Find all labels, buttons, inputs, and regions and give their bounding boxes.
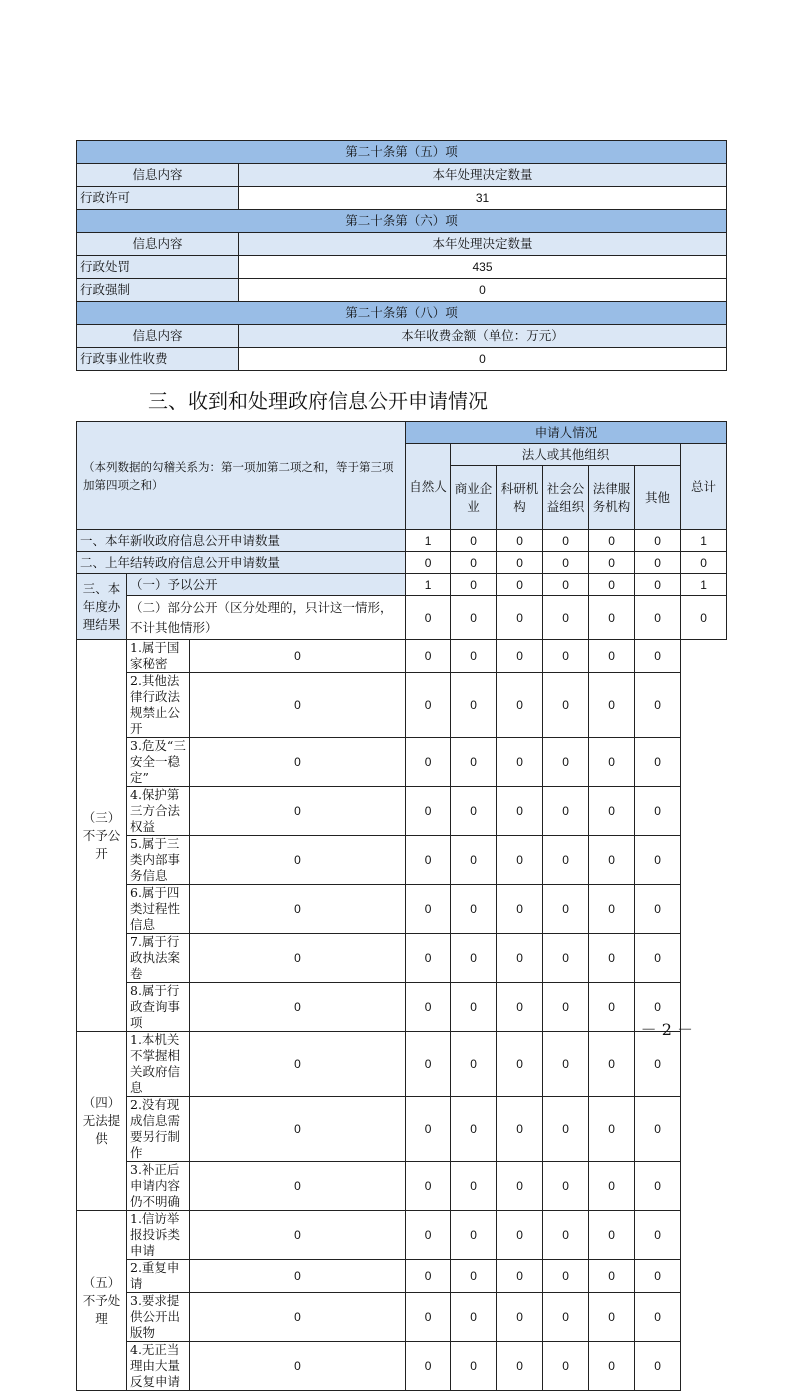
requests-table bbox=[76, 421, 727, 1391]
cell-value: 0 bbox=[190, 836, 406, 885]
row-label: 3.危及“三安全一稳定” bbox=[127, 738, 190, 787]
group-label: （三）不予公开 bbox=[77, 640, 127, 1032]
table-row bbox=[77, 1342, 727, 1391]
cell-value: 0 bbox=[451, 552, 497, 574]
cell-value: 0 bbox=[497, 983, 543, 1032]
cell-value: 0 bbox=[543, 983, 589, 1032]
cell-value: 0 bbox=[406, 934, 451, 983]
cell-value: 0 bbox=[543, 673, 589, 738]
section-title: 第二十条第（六）项 bbox=[77, 210, 727, 233]
cell-value: 0 bbox=[635, 1162, 681, 1211]
column-header: 信息内容 bbox=[77, 164, 239, 187]
cell-value: 0 bbox=[543, 1342, 589, 1391]
cell-value: 0 bbox=[190, 787, 406, 836]
cell-value: 0 bbox=[406, 787, 451, 836]
table-row bbox=[77, 1260, 727, 1293]
row-value: 31 bbox=[239, 187, 727, 210]
cell-value: 0 bbox=[589, 836, 635, 885]
cell-value: 0 bbox=[406, 673, 451, 738]
cell-value: 0 bbox=[635, 787, 681, 836]
cell-value: 0 bbox=[589, 1260, 635, 1293]
cell-value: 0 bbox=[451, 530, 497, 552]
cell-value: 0 bbox=[543, 1293, 589, 1342]
cell-value: 0 bbox=[543, 787, 589, 836]
cell-value: 0 bbox=[635, 1342, 681, 1391]
cell-value: 0 bbox=[451, 1342, 497, 1391]
cell-value: 0 bbox=[406, 1342, 451, 1391]
cell-value: 0 bbox=[589, 738, 635, 787]
row-label: 二、上年结转政府信息公开申请数量 bbox=[77, 552, 406, 574]
cell-value: 0 bbox=[497, 1211, 543, 1260]
cell-value: 0 bbox=[635, 596, 681, 640]
cell-value: 0 bbox=[190, 640, 406, 673]
cell-value: 0 bbox=[406, 1211, 451, 1260]
table-row bbox=[77, 256, 727, 279]
cell-value: 0 bbox=[497, 885, 543, 934]
column-header: 本年处理决定数量 bbox=[239, 164, 727, 187]
cell-value: 0 bbox=[589, 530, 635, 552]
cell-value: 0 bbox=[589, 934, 635, 983]
cell-value: 0 bbox=[497, 934, 543, 983]
article20-table bbox=[76, 140, 727, 371]
row-value: 0 bbox=[239, 348, 727, 371]
cell-value: 0 bbox=[497, 1293, 543, 1342]
not-processed-group bbox=[77, 1211, 727, 1391]
cell-value: 0 bbox=[543, 530, 589, 552]
cell-value: 0 bbox=[451, 596, 497, 640]
cell-value: 0 bbox=[451, 1293, 497, 1342]
cell-value: 0 bbox=[589, 673, 635, 738]
cell-value: 0 bbox=[589, 552, 635, 574]
row-label: 行政事业性收费 bbox=[77, 348, 239, 371]
row-label: 1.属于国家秘密 bbox=[127, 640, 190, 673]
row-label: 1.信访举报投诉类申请 bbox=[127, 1211, 190, 1260]
row-label: 5.属于三类内部事务信息 bbox=[127, 836, 190, 885]
column-header: 其他 bbox=[635, 466, 681, 530]
table-row bbox=[77, 1211, 727, 1260]
table-row bbox=[77, 187, 727, 210]
cell-value: 1 bbox=[681, 574, 727, 596]
cell-value: 0 bbox=[543, 836, 589, 885]
cell-value: 0 bbox=[635, 934, 681, 983]
cell-value: 0 bbox=[451, 574, 497, 596]
table-row bbox=[77, 885, 727, 934]
table-row bbox=[77, 1032, 727, 1097]
cell-value: 0 bbox=[543, 552, 589, 574]
cell-value: 0 bbox=[451, 738, 497, 787]
cell-value: 0 bbox=[190, 1032, 406, 1097]
cell-value: 0 bbox=[451, 983, 497, 1032]
table-row bbox=[77, 738, 727, 787]
row-value: 435 bbox=[239, 256, 727, 279]
cell-value: 0 bbox=[497, 836, 543, 885]
cell-value: 0 bbox=[635, 1211, 681, 1260]
cell-value: 0 bbox=[451, 640, 497, 673]
cell-value: 0 bbox=[543, 934, 589, 983]
cell-value: 0 bbox=[681, 596, 727, 640]
cell-value: 0 bbox=[635, 885, 681, 934]
table-row bbox=[77, 348, 727, 371]
cell-value: 0 bbox=[406, 983, 451, 1032]
table-row bbox=[77, 574, 727, 596]
cell-value: 0 bbox=[190, 885, 406, 934]
row-label: 4.保护第三方合法权益 bbox=[127, 787, 190, 836]
cell-value: 0 bbox=[589, 885, 635, 934]
table-row bbox=[77, 279, 727, 302]
cell-value: 0 bbox=[635, 983, 681, 1032]
column-header: 本年处理决定数量 bbox=[239, 233, 727, 256]
row-label: 4.无正当理由大量反复申请 bbox=[127, 1342, 190, 1391]
row-label: 2.没有现成信息需要另行制作 bbox=[127, 1097, 190, 1162]
cell-value: 0 bbox=[589, 596, 635, 640]
table-row bbox=[77, 530, 727, 552]
cell-value: 0 bbox=[190, 673, 406, 738]
row-label: 7.属于行政执法案卷 bbox=[127, 934, 190, 983]
column-header: 法律服务机构 bbox=[589, 466, 635, 530]
cell-value: 0 bbox=[497, 787, 543, 836]
cell-value: 0 bbox=[589, 1032, 635, 1097]
section-title: 第二十条第（八）项 bbox=[77, 302, 727, 325]
cell-value: 0 bbox=[681, 552, 727, 574]
table-row bbox=[77, 1293, 727, 1342]
cell-value: 0 bbox=[406, 1032, 451, 1097]
cell-value: 0 bbox=[451, 1097, 497, 1162]
column-header: 信息内容 bbox=[77, 233, 239, 256]
column-header: 社会公益组织 bbox=[543, 466, 589, 530]
cell-value: 0 bbox=[406, 1293, 451, 1342]
cell-value: 0 bbox=[589, 787, 635, 836]
cell-value: 0 bbox=[589, 1293, 635, 1342]
cell-value: 0 bbox=[543, 885, 589, 934]
cell-value: 0 bbox=[190, 934, 406, 983]
cell-value: 0 bbox=[635, 738, 681, 787]
cell-value: 0 bbox=[406, 836, 451, 885]
cell-value: 0 bbox=[543, 738, 589, 787]
cell-value: 1 bbox=[681, 530, 727, 552]
table-row bbox=[77, 983, 727, 1032]
cell-value: 0 bbox=[190, 1293, 406, 1342]
cell-value: 1 bbox=[406, 574, 451, 596]
cell-value: 0 bbox=[406, 885, 451, 934]
cell-value: 0 bbox=[635, 1260, 681, 1293]
cell-value: 0 bbox=[543, 1097, 589, 1162]
cell-value: 0 bbox=[543, 574, 589, 596]
cell-value: 0 bbox=[406, 1097, 451, 1162]
cell-value: 0 bbox=[543, 1162, 589, 1211]
cell-value: 0 bbox=[589, 640, 635, 673]
table-row bbox=[77, 596, 727, 640]
cell-value: 0 bbox=[635, 530, 681, 552]
column-header: 本年收费金额（单位：万元） bbox=[239, 325, 727, 348]
cell-value: 0 bbox=[589, 1097, 635, 1162]
column-header: 商业企业 bbox=[451, 466, 497, 530]
results-group-label: 三、本年度办理结果 bbox=[77, 574, 127, 640]
row-label: 6.属于四类过程性信息 bbox=[127, 885, 190, 934]
cell-value: 0 bbox=[635, 673, 681, 738]
cell-value: 0 bbox=[451, 885, 497, 934]
table-row bbox=[77, 1162, 727, 1211]
cell-value: 0 bbox=[635, 1032, 681, 1097]
unable-to-provide-group bbox=[77, 1032, 727, 1211]
not-disclosed-group bbox=[77, 640, 727, 1032]
cell-value: 0 bbox=[190, 1342, 406, 1391]
cell-value: 0 bbox=[406, 552, 451, 574]
cell-value: 0 bbox=[589, 1211, 635, 1260]
table-row bbox=[77, 673, 727, 738]
cell-value: 0 bbox=[589, 1342, 635, 1391]
row-label: 行政许可 bbox=[77, 187, 239, 210]
cell-value: 0 bbox=[451, 787, 497, 836]
row-label: （二）部分公开（区分处理的，只计这一情形，不计其他情形） bbox=[127, 596, 406, 640]
cell-value: 0 bbox=[451, 1211, 497, 1260]
table-row bbox=[77, 640, 727, 673]
cell-value: 1 bbox=[406, 530, 451, 552]
cell-value: 0 bbox=[451, 1260, 497, 1293]
cell-value: 0 bbox=[406, 1162, 451, 1211]
row-label: 行政处罚 bbox=[77, 256, 239, 279]
cell-value: 0 bbox=[635, 552, 681, 574]
cell-value: 0 bbox=[635, 1097, 681, 1162]
cell-value: 0 bbox=[497, 673, 543, 738]
cell-value: 0 bbox=[406, 738, 451, 787]
cell-value: 0 bbox=[497, 596, 543, 640]
cell-value: 0 bbox=[497, 1097, 543, 1162]
page-number: － 2 － bbox=[640, 1020, 693, 1039]
cell-value: 0 bbox=[543, 1211, 589, 1260]
cell-value: 0 bbox=[635, 640, 681, 673]
cell-value: 0 bbox=[190, 1097, 406, 1162]
cell-value: 0 bbox=[497, 738, 543, 787]
section-heading: 三、收到和处理政府信息公开申请情况 bbox=[148, 389, 488, 413]
cell-value: 0 bbox=[190, 738, 406, 787]
cell-value: 0 bbox=[451, 673, 497, 738]
cell-value: 0 bbox=[497, 1032, 543, 1097]
cell-value: 0 bbox=[190, 1211, 406, 1260]
table-row bbox=[77, 836, 727, 885]
cell-value: 0 bbox=[589, 574, 635, 596]
cell-value: 0 bbox=[497, 1342, 543, 1391]
cell-value: 0 bbox=[406, 596, 451, 640]
row-label: 2.重复申请 bbox=[127, 1260, 190, 1293]
group-label: （五）不予处理 bbox=[77, 1211, 127, 1391]
section-title: 第二十条第（五）项 bbox=[77, 141, 727, 164]
cell-value: 0 bbox=[635, 1293, 681, 1342]
cell-value: 0 bbox=[635, 836, 681, 885]
cell-value: 0 bbox=[406, 1260, 451, 1293]
column-header: 信息内容 bbox=[77, 325, 239, 348]
total-header: 总计 bbox=[681, 444, 727, 530]
cell-value: 0 bbox=[497, 1162, 543, 1211]
cell-value: 0 bbox=[543, 1260, 589, 1293]
cell-value: 0 bbox=[497, 530, 543, 552]
cell-value: 0 bbox=[451, 934, 497, 983]
table-row bbox=[77, 552, 727, 574]
natural-person-header: 自然人 bbox=[406, 444, 451, 530]
cell-value: 0 bbox=[635, 574, 681, 596]
table-row bbox=[77, 787, 727, 836]
cell-value: 0 bbox=[497, 640, 543, 673]
row-label: 3.补正后申请内容仍不明确 bbox=[127, 1162, 190, 1211]
row-value: 0 bbox=[239, 279, 727, 302]
applicant-header: 申请人情况 bbox=[406, 422, 727, 444]
table-row bbox=[77, 934, 727, 983]
cell-value: 0 bbox=[190, 983, 406, 1032]
cell-value: 0 bbox=[543, 1032, 589, 1097]
row-label: 2.其他法律行政法规禁止公开 bbox=[127, 673, 190, 738]
reconciliation-note: （本列数据的勾稽关系为：第一项加第二项之和，等于第三项加第四项之和） bbox=[77, 422, 406, 530]
row-label: 行政强制 bbox=[77, 279, 239, 302]
row-label: 一、本年新收政府信息公开申请数量 bbox=[77, 530, 406, 552]
cell-value: 0 bbox=[543, 596, 589, 640]
cell-value: 0 bbox=[406, 640, 451, 673]
legal-entity-header: 法人或其他组织 bbox=[451, 444, 681, 466]
column-header: 科研机构 bbox=[497, 466, 543, 530]
cell-value: 0 bbox=[589, 983, 635, 1032]
cell-value: 0 bbox=[497, 1260, 543, 1293]
cell-value: 0 bbox=[543, 640, 589, 673]
group-label: （四）无法提供 bbox=[77, 1032, 127, 1211]
row-label: 3.要求提供公开出版物 bbox=[127, 1293, 190, 1342]
cell-value: 0 bbox=[190, 1162, 406, 1211]
cell-value: 0 bbox=[451, 836, 497, 885]
table-row bbox=[77, 1097, 727, 1162]
cell-value: 0 bbox=[451, 1032, 497, 1097]
row-label: 1.本机关不掌握相关政府信息 bbox=[127, 1032, 190, 1097]
cell-value: 0 bbox=[190, 1260, 406, 1293]
row-label: 8.属于行政查询事项 bbox=[127, 983, 190, 1032]
row-label: （一）予以公开 bbox=[127, 574, 406, 596]
cell-value: 0 bbox=[497, 574, 543, 596]
cell-value: 0 bbox=[451, 1162, 497, 1211]
cell-value: 0 bbox=[497, 552, 543, 574]
cell-value: 0 bbox=[589, 1162, 635, 1211]
